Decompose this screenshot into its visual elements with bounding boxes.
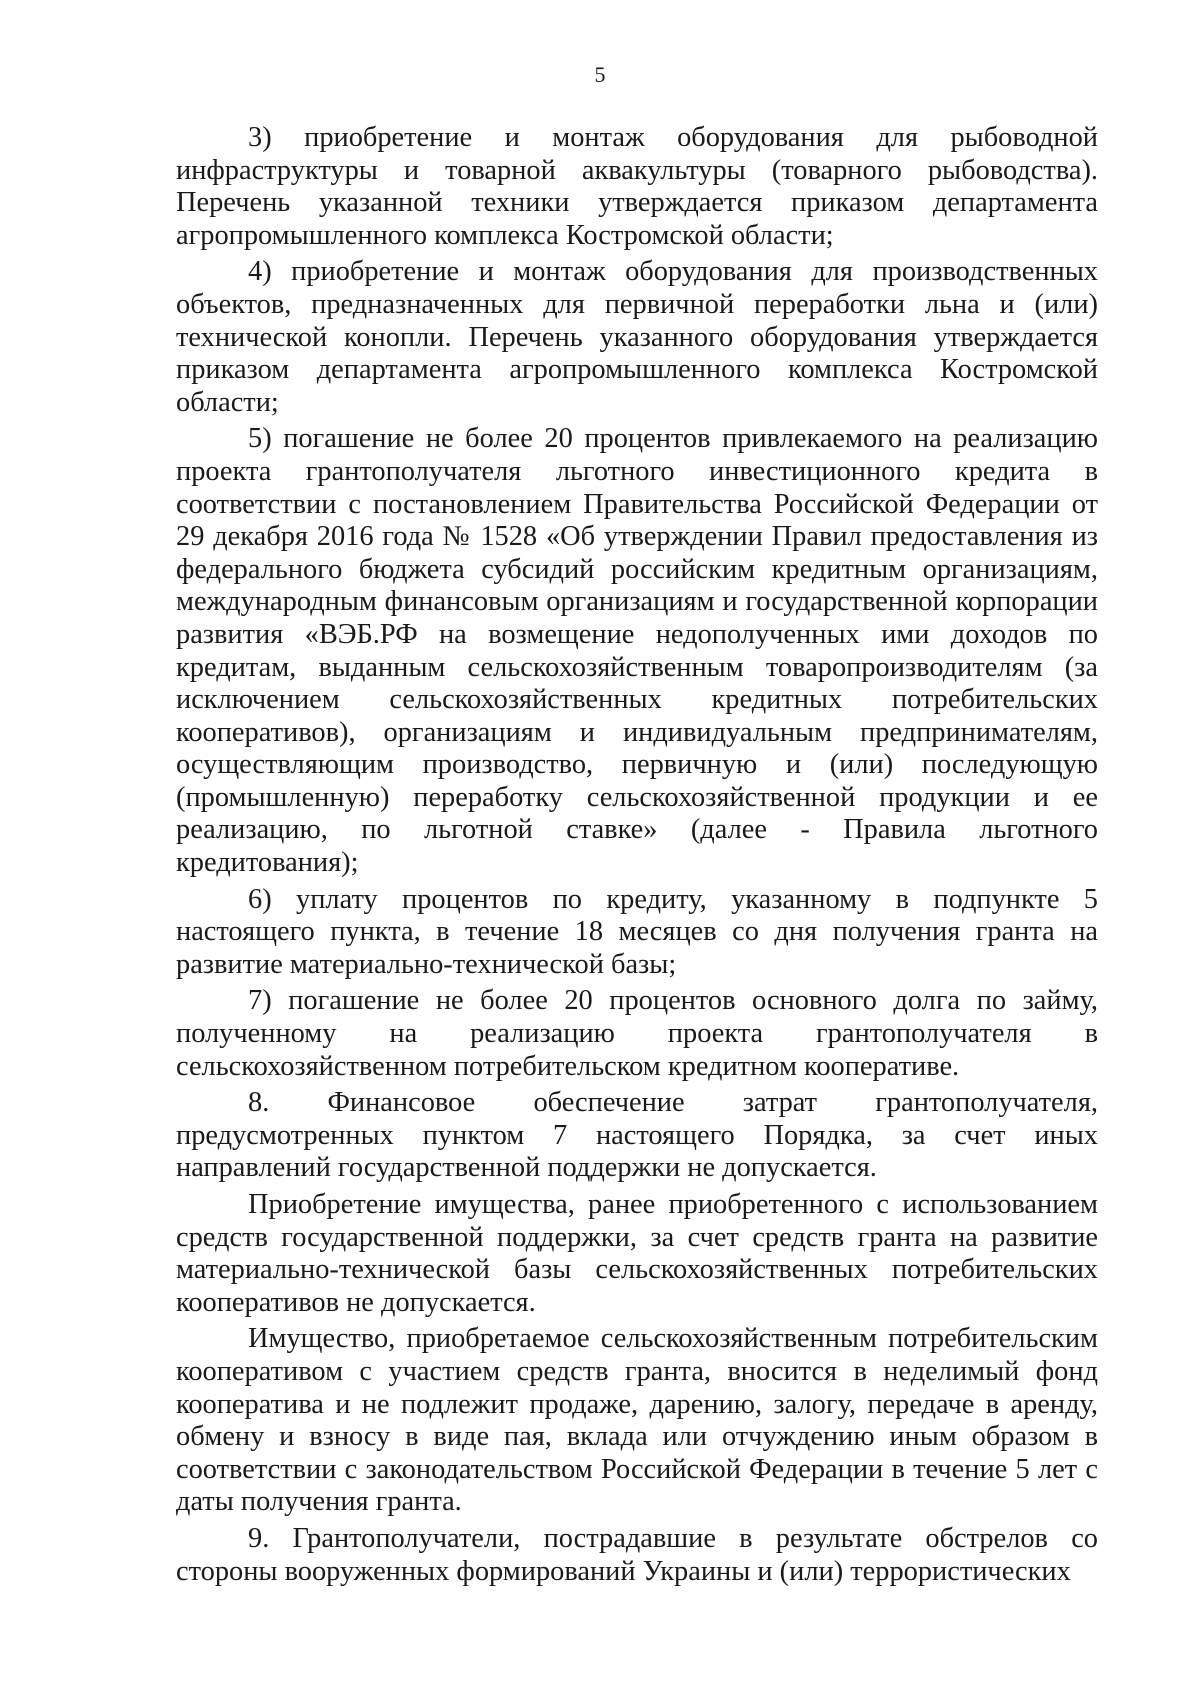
paragraph-item-4: 4) приобретение и монтаж оборудования для производственных объектов, предназначенных для первичной переработки льна и (или) технической конопли. Перечень указанного оборудования утверждается приказом департамента агропромышленного комплекса Костромской области; (176, 256, 1098, 418)
paragraph-point-8: 8. Финансовое обеспечение затрат грантополучателя, предусмотренных пунктом 7 настоящего Порядка, за счет иных направлений государственной поддержки не допускается. (176, 1087, 1098, 1184)
paragraph-indivisible-fund: Имущество, приобретаемое сельскохозяйственным потребительским кооперативом с участием средств гранта, вносится в неделимый фонд кооператива и не подлежит продаже, дарению, залогу, передаче в аренду, обмену и взносу в виде пая, вклада или отчуждению иным образом в соответствии с законодательством Российской Федерации в течение 5 лет с даты получения гранта. (176, 1323, 1098, 1518)
paragraph-property-acquisition: Приобретение имущества, ранее приобретенного с использованием средств государственной поддержки, за счет средств гранта на развитие материально-технической базы сельскохозяйственных потребительских кооперативов не допускается. (176, 1189, 1098, 1318)
document-body (176, 122, 1098, 1592)
page-number: 5 (594, 62, 606, 87)
paragraph-item-7: 7) погашение не более 20 процентов основного долга по займу, полученному на реализацию проекта грантополучателя в сельскохозяйственном потребительском кредитном кооперативе. (176, 985, 1098, 1082)
paragraph-point-9: 9. Грантополучатели, пострадавшие в результате обстрелов со стороны вооруженных формирований Украины и (или) террористических (176, 1522, 1098, 1587)
paragraph-item-5: 5) погашение не более 20 процентов привлекаемого на реализацию проекта грантополучателя льготного инвестиционного кредита в соответствии с постановлением Правительства Российской Федерации от 29 декабря 2016 года № 1528 «Об утверждении Правил предоставления из федерального бюджета субсидий российским кредитным организациям, международным финансовым организациям и государственной корпорации развития «ВЭБ.РФ на возмещение недополученных ими доходов по кредитам, выданным сельскохозяйственным товаропроизводителям (за исключением сельскохозяйственных кредитных потребительских кооперативов), организациям и индивидуальным предпринимателям, осуществляющим производство, первичную и (или) последующую (промышленную) переработку сельскохозяйственной продукции и ее реализацию, по льготной ставке» (далее - Правила льготного кредитования); (176, 423, 1098, 879)
paragraph-item-3: 3) приобретение и монтаж оборудования для рыбоводной инфраструктуры и товарной аквакультуры (товарного рыбоводства). Перечень указанной техники утверждается приказом департамента агропромышленного комплекса Костромской области; (176, 122, 1098, 251)
paragraph-item-6: 6) уплату процентов по кредиту, указанному в подпункте 5 настоящего пункта, в течение 18 месяцев со дня получения гранта на развитие материально-технической базы; (176, 883, 1098, 980)
